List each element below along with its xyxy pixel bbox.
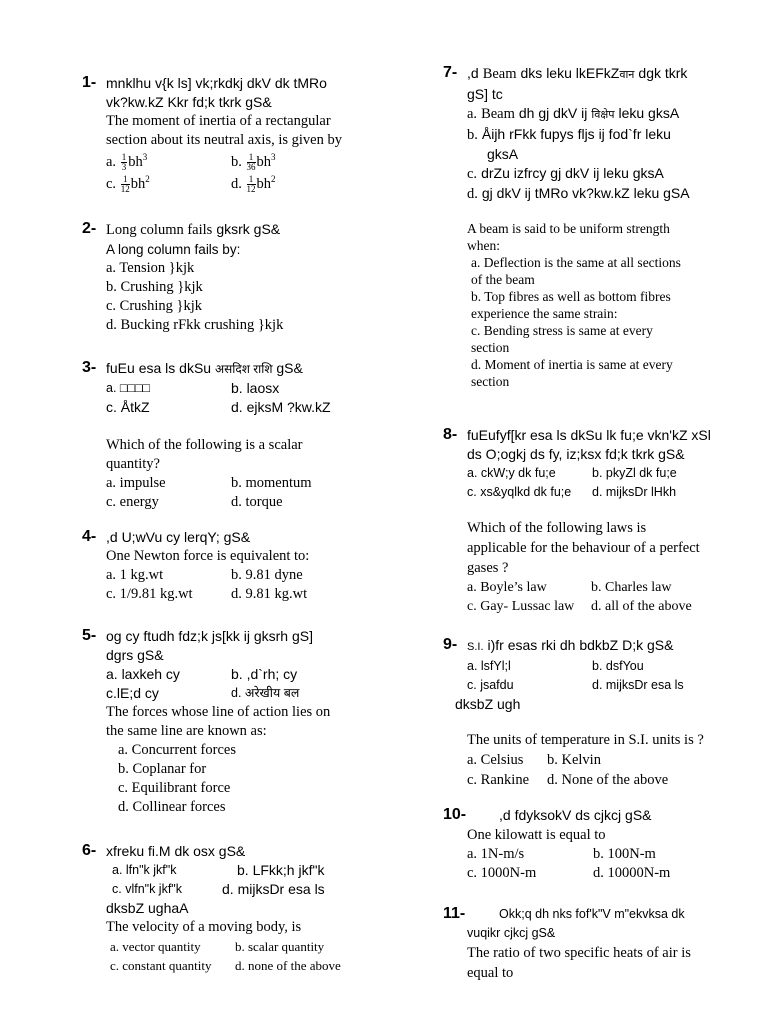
- question-english-line: A long column fails by:: [106, 242, 241, 257]
- options-row: [467, 770, 753, 790]
- question-number: 2-: [82, 220, 97, 237]
- option-d: d. ejksM ?kw.kZ: [231, 399, 331, 415]
- question-english-inline: S.I.: [467, 641, 484, 653]
- question-hindi-devanagari: असदिश राशि: [214, 362, 273, 376]
- option-d: d. 10000N-m: [593, 865, 671, 881]
- question-8: [443, 426, 753, 616]
- options-row: [467, 864, 753, 883]
- option-d: d. $\frac{1}{12}$ $bh^2$: [231, 174, 276, 195]
- option-b: b. Kelvin: [547, 752, 601, 768]
- question-hindi-devanagari: वान: [619, 69, 635, 81]
- question-english-inline: Beam: [482, 66, 517, 82]
- option-a: a. ckW;y dk fu;e: [467, 466, 556, 480]
- question-english-line: quantity?: [106, 456, 160, 472]
- option-d: d. mijksDr lHkh: [592, 485, 677, 499]
- options-row: [106, 493, 382, 512]
- option-a: a. impulse: [106, 475, 166, 491]
- question-hindi-line: i)fr esas rki dh bdkbZ D;k gS&: [487, 637, 674, 653]
- question-hindi-line: ds O;ogkj ds fy, iz;ksx fd;k tkrk gS&: [467, 446, 685, 462]
- options-row: [106, 956, 382, 975]
- option-d: d. mijksDr esa ls: [222, 881, 325, 897]
- question-english-line: gases ?: [467, 560, 509, 576]
- question-hindi-line: gS] tc: [467, 86, 503, 102]
- question-2: [82, 220, 382, 335]
- options-row: [106, 880, 382, 899]
- option-c: c. Equilibrant force: [118, 780, 231, 796]
- options-row: [106, 175, 382, 194]
- option-c: c. 1/9.81 kg.wt: [106, 586, 193, 602]
- option-c: c. constant quantity: [110, 958, 212, 973]
- option-b: b. Top fibres as well as bottom fibres: [471, 289, 671, 304]
- question-english-line: applicable for the behaviour of a perfect: [467, 540, 700, 556]
- question-number: 1-: [82, 74, 97, 91]
- question-1: [82, 74, 382, 194]
- question-number: 11-: [443, 905, 466, 922]
- option-c: c. xs&yqlkd dk fu;e: [467, 485, 572, 499]
- question-10: [443, 806, 753, 883]
- question-english-line: The moment of inertia of a rectangular: [106, 113, 331, 129]
- option-d-continued: section: [471, 374, 510, 389]
- options-row: [467, 578, 753, 597]
- question-hindi-part: dgk tkrk: [638, 65, 688, 81]
- question-hindi-line: og cy ftudh fdz;k js[kk ij gksrh gS]: [106, 628, 313, 644]
- question-9: [443, 636, 753, 790]
- option-c: c. vlfn"k jkf"k: [112, 882, 182, 896]
- option-c: c. Gay- Lussac law: [467, 599, 575, 614]
- question-english-line: The velocity of a moving body, is: [106, 919, 302, 935]
- option-d: d. mijksDr esa ls: [592, 678, 684, 692]
- options-row: [467, 676, 753, 695]
- option-b: b. ,d`rh; cy: [231, 666, 298, 682]
- question-english-line: One kilowatt is equal to: [467, 827, 606, 843]
- question-number: 10-: [443, 806, 467, 823]
- option-d: d. Moment of inertia is same at every: [471, 357, 673, 372]
- options-row: [106, 665, 382, 684]
- option-c: c. Crushing }kjk: [106, 298, 202, 314]
- option-c-continued: section: [471, 340, 510, 355]
- option-d: d. Collinear forces: [118, 799, 226, 815]
- option-b: b. Crushing }kjk: [106, 279, 203, 295]
- question-6: [82, 842, 382, 975]
- question-number: 5-: [82, 627, 97, 644]
- option-a: a. Tension }kjk: [106, 260, 195, 276]
- option-d: d. torque: [231, 494, 283, 510]
- question-english-line: The ratio of two specific heats of air is: [467, 945, 691, 961]
- options-row: [106, 398, 382, 417]
- option-c: c. $\frac{1}{12}$ $bh^2$: [106, 174, 150, 195]
- option-d: d. all of the above: [591, 599, 692, 614]
- question-hindi-line: ,d fdyksokV ds cjkcj gS&: [499, 807, 652, 823]
- option-b: b. LFkk;h jkf"k: [237, 862, 325, 878]
- question-hindi-line: vk?kw.kZ Kkr fd;k tkrk gS&: [106, 94, 272, 110]
- option-b: b. laosx: [231, 380, 280, 396]
- option-b: b. dsfYou: [592, 659, 644, 673]
- option-a: a. lfn"k jkf"k: [112, 863, 177, 877]
- option-a: a. $\frac{1}{3}$ $bh^3$: [106, 152, 148, 173]
- question-number: 4-: [82, 528, 97, 545]
- option-b: b. 9.81 dyne: [231, 567, 303, 583]
- question-hindi-end: gS&: [276, 360, 303, 376]
- option-d-continued: dksbZ ughaA: [106, 900, 189, 916]
- options-row: [106, 937, 382, 956]
- option-a: a. Boyle’s law: [467, 580, 547, 595]
- question-english-line: section about its neutral axis, is given by: [106, 132, 342, 148]
- question-english-line: The forces whose line of action lies on: [106, 704, 331, 720]
- option-b: b. Charles law: [591, 580, 672, 595]
- options-row: [467, 845, 753, 864]
- option-a-continued: of the beam: [471, 272, 535, 287]
- options-row: [106, 379, 382, 398]
- options-row: [106, 153, 382, 172]
- options-row: [467, 750, 753, 770]
- question-number: 6-: [82, 842, 97, 859]
- question-5: [82, 627, 382, 817]
- options-row: [106, 474, 382, 493]
- options-row: [467, 464, 753, 483]
- question-hindi-line: ,d U;wVu cy lerqY; gS&: [106, 529, 251, 545]
- option-a: a. vector quantity: [110, 939, 201, 954]
- option-c: c. ÅtkZ: [106, 399, 150, 415]
- question-11: [443, 905, 753, 983]
- question-hindi-line: dgrs gS&: [106, 647, 164, 663]
- question-hindi-line: mnklhu v{k ls] vk;rkdkj dkV dk tMRo: [106, 75, 327, 91]
- option-b: b. Coplanar for: [118, 761, 207, 777]
- option-c: c. jsafdu: [467, 678, 514, 692]
- question-hindi-line: gksrk gS&: [216, 221, 281, 237]
- option-d: d. none of the above: [235, 958, 341, 973]
- question-7: [443, 64, 753, 390]
- option-b: b. momentum: [231, 475, 312, 491]
- option-a: a. Beam dh gj dkV ij विक्षेप leku gksA: [467, 105, 680, 122]
- option-c: c. drZu izfrcy gj dkV ij leku gksA: [467, 165, 664, 182]
- options-row: [106, 861, 382, 880]
- question-hindi-line: fuEufyf[kr esa ls dkSu lk fu;e vkn'kZ xSl: [467, 427, 711, 443]
- option-b-continued: gksA: [487, 146, 519, 162]
- question-hindi-part: ,d: [467, 65, 479, 81]
- option-b: b. pkyZl dk fu;e: [592, 466, 677, 480]
- question-4: [82, 528, 382, 604]
- option-c: c. Bending stress is same at every: [471, 323, 653, 338]
- option-c: c. Rankine: [467, 772, 530, 788]
- question-number: 9-: [443, 636, 458, 653]
- option-d: d. 9.81 kg.wt: [231, 586, 308, 602]
- question-english-line: A beam is said to be uniform strength: [467, 221, 670, 236]
- question-english-line: The units of temperature in S.I. units is ?: [467, 732, 704, 748]
- question-hindi-line: Okk;q dh nks fof'k"V m"ekvksa dk: [499, 907, 685, 921]
- option-a: a. Concurrent forces: [118, 742, 236, 758]
- option-b: b. 100N-m: [593, 846, 656, 862]
- question-number: 7-: [443, 64, 458, 81]
- question-number: 8-: [443, 426, 458, 443]
- question-english-line: when:: [467, 238, 500, 253]
- question-hindi-line: xfreku fi.M dk osx gS&: [106, 843, 246, 859]
- option-b: b. scalar quantity: [235, 939, 325, 954]
- options-row: [106, 684, 382, 703]
- question-english-line: One Newton force is equivalent to:: [106, 548, 310, 564]
- option-d: d. Bucking rFkk crushing }kjk: [106, 317, 284, 333]
- option-d: d. None of the above: [547, 772, 669, 788]
- question-hindi-part: dks leku lkEFkZ: [520, 65, 620, 81]
- option-b: b. Åijh rFkk fupys fljs ij fod`fr leku: [467, 126, 671, 143]
- option-a: a. 1N-m/s: [467, 846, 525, 862]
- option-a: a. 1 kg.wt: [106, 567, 164, 583]
- question-english-inline: Long column fails: [106, 222, 213, 238]
- option-a: a. Celsius: [467, 752, 524, 768]
- option-a: a. □□□□: [106, 381, 151, 395]
- option-a: a. laxkeh cy: [106, 666, 180, 682]
- question-english-line: Which of the following is a scalar: [106, 437, 303, 453]
- options-row: [467, 657, 753, 676]
- options-row: [106, 566, 382, 585]
- options-row: [467, 597, 753, 616]
- question-number: 3-: [82, 359, 97, 376]
- question-english-line: the same line are known as:: [106, 723, 267, 739]
- options-row: [467, 483, 753, 502]
- option-b-continued: experience the same strain:: [471, 306, 618, 321]
- option-d: d. gj dkV ij tMRo vk?kw.kZ leku gSA: [467, 185, 690, 202]
- option-a: a. lsfYl;l: [467, 659, 511, 673]
- option-c: c.lE;d cy: [106, 685, 159, 701]
- option-c: c. 1000N-m: [467, 865, 537, 881]
- option-d-continued: dksbZ ugh: [455, 696, 521, 712]
- question-hindi-line: fuEu esa ls dkSu: [106, 360, 212, 376]
- question-english-line: equal to: [467, 965, 514, 981]
- options-row: [106, 585, 382, 604]
- question-hindi-line: vuqikr cjkcj gS&: [467, 926, 556, 940]
- question-3: [82, 359, 382, 512]
- option-c: c. energy: [106, 494, 159, 510]
- option-d: d. अरेखीय बल: [231, 686, 300, 700]
- option-b: b. $\frac{1}{36}$ $bh^3$: [231, 152, 276, 173]
- option-a: a. Deflection is the same at all sections: [471, 255, 681, 270]
- question-english-line: Which of the following laws is: [467, 520, 647, 536]
